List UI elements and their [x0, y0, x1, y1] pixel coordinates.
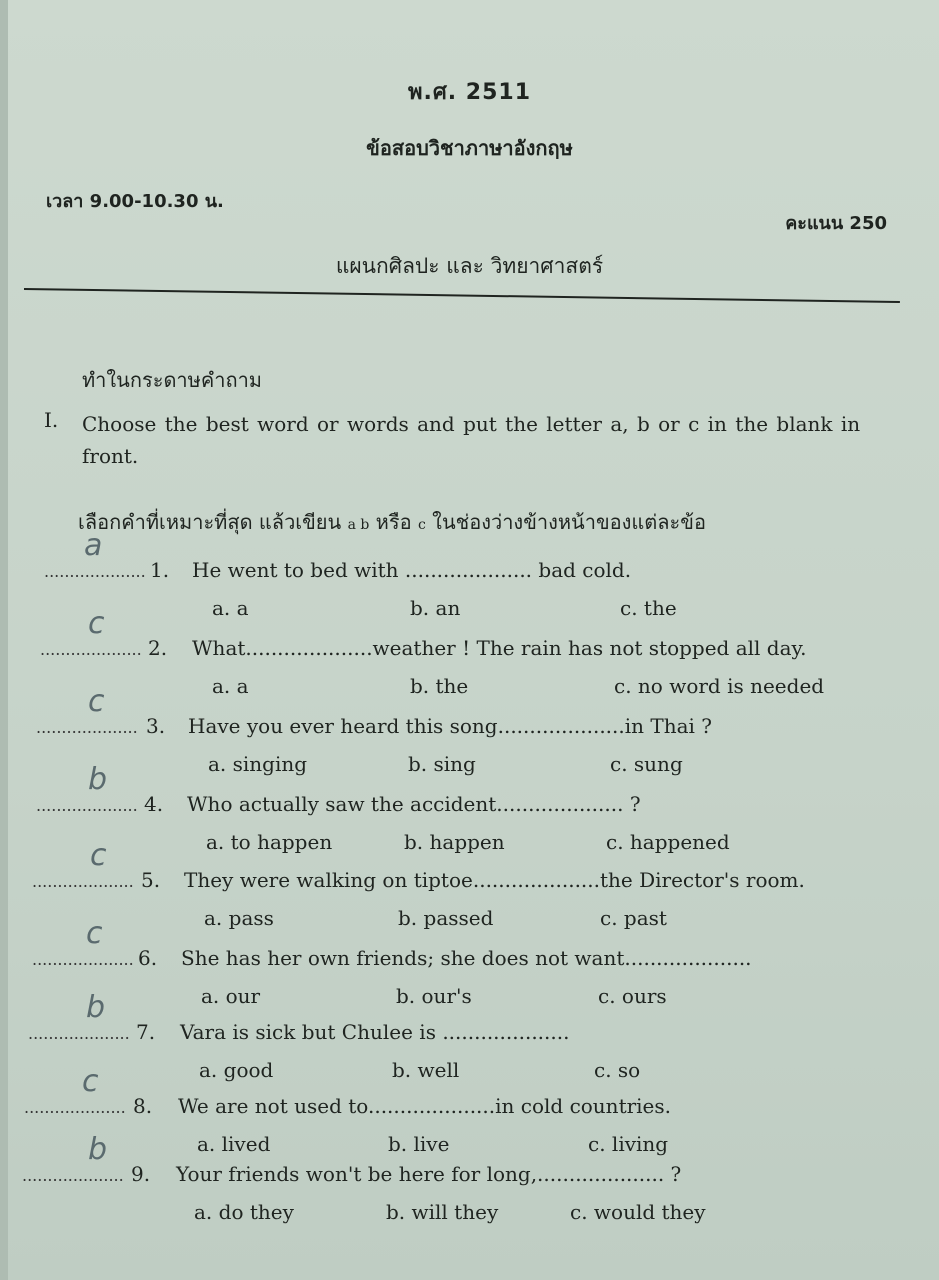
answer-option: a. pass [204, 906, 274, 930]
question-number: 7. [136, 1020, 156, 1044]
instruction-thai-letter-c: c [417, 517, 426, 533]
answer-option: b. well [392, 1058, 460, 1082]
answer-option: b. an [410, 596, 461, 620]
answer-option: c. sung [610, 752, 683, 776]
handwritten-answer: b [88, 1132, 108, 1167]
instruction-thai-part-3: ในช่องว่างข้างหน้าของแต่ละข้อ [425, 510, 706, 534]
section-instruction-thai [78, 506, 898, 538]
answer-option: c. past [600, 906, 667, 930]
answer-blank: .................... [28, 1024, 130, 1043]
question-text: Your friends won't be here for long,.................... ? [176, 1162, 682, 1186]
question-number: 4. [144, 792, 164, 816]
answer-blank: .................... [36, 796, 138, 815]
answer-sheet-note: ทำในกระดาษคำถาม [82, 368, 262, 392]
question-number: 3. [146, 714, 166, 738]
answer-blank: .................... [32, 872, 134, 891]
handwritten-answer: c [90, 838, 107, 873]
answer-option: b. the [410, 674, 469, 698]
handwritten-answer: c [88, 684, 105, 719]
answer-option: c. ours [598, 984, 667, 1008]
instruction-thai-letters-ab: a b [347, 517, 370, 533]
question-number: 8. [133, 1094, 153, 1118]
answer-option: c. happened [606, 830, 730, 854]
answer-option: a. do they [194, 1200, 294, 1224]
handwritten-answer: c [86, 916, 103, 951]
instruction-thai-part-1: เลือกคำที่เหมาะที่สุด แล้วเขียน [78, 510, 348, 534]
answer-option: b. passed [398, 906, 494, 930]
answer-option: c. so [594, 1058, 641, 1082]
question-row [0, 528, 939, 634]
handwritten-answer: a [84, 528, 103, 563]
answer-option: b. live [388, 1132, 450, 1156]
header-divider [24, 288, 900, 303]
handwritten-answer: c [82, 1064, 99, 1099]
question-text: Have you ever heard this song....................in Thai ? [188, 714, 713, 738]
answer-option: b. sing [408, 752, 476, 776]
question-number: 1. [150, 558, 170, 582]
question-text: He went to bed with .................... bad cold. [192, 558, 632, 582]
section-instruction: Choose the best word or words and put the letter a, b or c in the blank in front. [82, 412, 861, 468]
answer-option: a. singing [208, 752, 308, 776]
answer-option: a. to happen [206, 830, 333, 854]
answer-blank: .................... [32, 950, 134, 969]
question-text: What....................weather ! The rain has not stopped all day. [192, 636, 807, 660]
exam-department: แผนกศิลปะ และ วิทยาศาสตร์ [335, 254, 604, 278]
question-text: They were walking on tiptoe....................the Director's room. [184, 868, 805, 892]
question-number: 6. [138, 946, 158, 970]
answer-blank: .................... [44, 562, 146, 581]
exam-subject-title: ข้อสอบวิชาภาษาอังกฤษ [366, 136, 573, 160]
answer-blank: .................... [36, 718, 138, 737]
exam-year: พ.ศ. 2511 [407, 80, 532, 105]
handwritten-answer: b [86, 990, 106, 1025]
answer-blank: .................... [40, 640, 142, 659]
answer-option: b. our's [396, 984, 472, 1008]
question-number: 5. [141, 868, 161, 892]
question-number: 9. [131, 1162, 151, 1186]
question-text: We are not used to....................in cold countries. [178, 1094, 672, 1118]
answer-option: c. no word is needed [614, 674, 825, 698]
question-number: 2. [148, 636, 168, 660]
answer-option: b. will they [386, 1200, 499, 1224]
handwritten-answer: c [88, 606, 105, 641]
question-text: She has her own friends; she does not want.................... [181, 946, 752, 970]
exam-time: เวลา 9.00-10.30 น. [46, 191, 224, 212]
question-text: Vara is sick but Chulee is .................... [180, 1020, 570, 1044]
answer-option: c. would they [570, 1200, 706, 1224]
question-text: Who actually saw the accident.................... ? [187, 792, 641, 816]
answer-option: b. happen [404, 830, 505, 854]
section-number: I. [44, 408, 59, 432]
answer-option: a. good [199, 1058, 274, 1082]
answer-blank: .................... [22, 1166, 124, 1185]
answer-option: a. a [212, 596, 249, 620]
answer-option: c. the [620, 596, 677, 620]
answer-option: a. our [201, 984, 261, 1008]
answer-option: c. living [588, 1132, 669, 1156]
answer-option: a. lived [197, 1132, 271, 1156]
handwritten-answer: b [88, 762, 108, 797]
answer-blank: .................... [24, 1098, 126, 1117]
exam-score: คะแนน 250 [785, 213, 887, 234]
instruction-thai-part-2: หรือ [369, 510, 418, 534]
answer-option: a. a [212, 674, 249, 698]
